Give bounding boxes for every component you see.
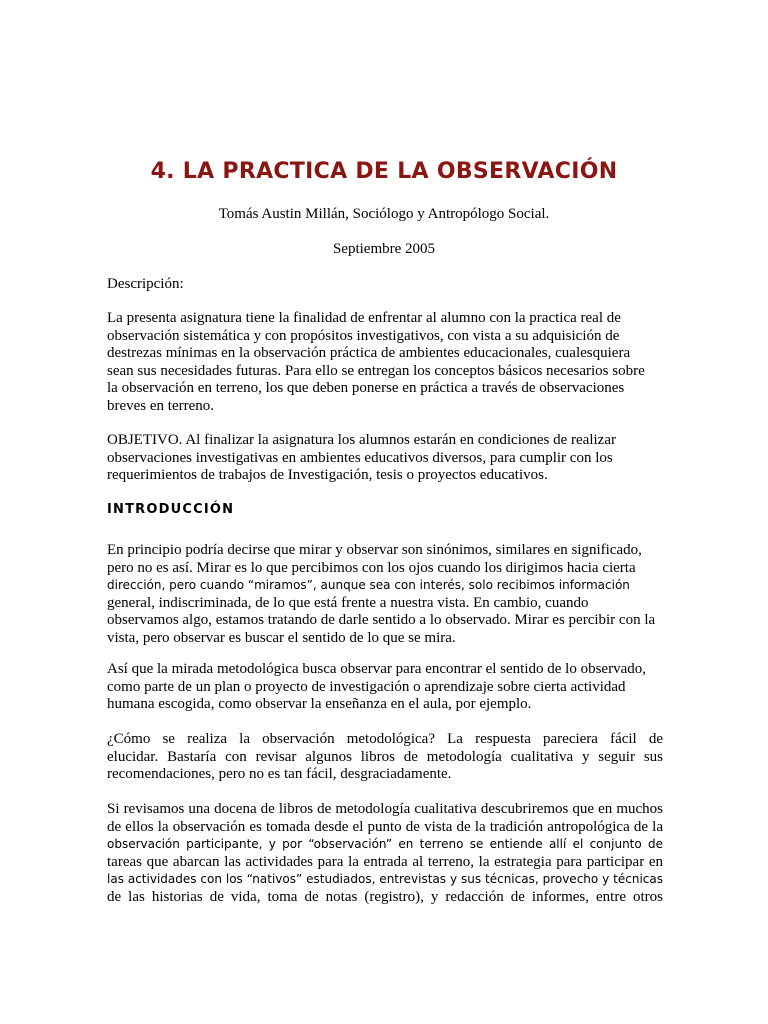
text-line: observaciones investigativas en ambientes educativos diversos, para cumplir con los	[107, 449, 613, 466]
intro-paragraph-3	[107, 731, 663, 784]
text-line: observamos algo, estamos tratando de darle sentido a lo observado. Mirar es percibir con la	[107, 612, 656, 628]
text-line: la observación en terreno, los que deben ponerse en práctica a través de observaciones	[107, 380, 625, 396]
text-line: de las historias de vida, toma de notas (registro), y redacción de informes, entre otros	[107, 888, 663, 905]
text-line: La presenta asignatura tiene la finalidad de enfrentar al alumno con la practica real de	[107, 310, 621, 326]
text-line: elucidar. Bastaría con revisar algunos libros de metodología cualitativa y seguir sus	[107, 748, 663, 765]
intro-paragraph-1	[107, 542, 663, 647]
text-line: pero no es así. Mirar es lo que percibimos con los ojos cuando los dirigimos hacia cierta	[107, 559, 636, 576]
section-heading-introduccion: INTRODUCCIÓN	[107, 502, 235, 517]
text-line: recomendaciones, pero no es tan fácil, desgraciadamente.	[107, 766, 452, 782]
document-title: 4. LA PRACTICA DE LA OBSERVACIÓN	[150, 159, 618, 184]
text-line: como parte de un plan o proyecto de investigación o aprendizaje sobre cierta actividad	[107, 678, 626, 695]
description-paragraph	[107, 310, 663, 415]
text-line: Así que la mirada metodológica busca observar para encontrar el sentido de lo observado,	[107, 661, 646, 677]
text-line: OBJETIVO. Al finalizar la asignatura los alumnos estarán en condiciones de realizar	[107, 432, 616, 448]
description-label: Descripción:	[107, 276, 184, 292]
text-line: de ellos la observación es tomada desde el punto de vista de la tradición antropológica de la	[107, 818, 663, 835]
text-line: vista, pero observar es buscar el sentido de lo que se mira.	[107, 629, 456, 646]
text-line: ¿Cómo se realiza la observación metodológica? La respuesta pareciera fácil de	[107, 731, 663, 747]
text-line: observación sistemática y con propósitos investigativos, con vista a su adquisición de	[107, 327, 620, 344]
text-line: requerimientos de trabajos de Investigación, tesis o proyectos educativos.	[107, 467, 548, 483]
objective-paragraph	[107, 432, 663, 485]
text-line: destrezas mínimas en la observación práctica de ambientes educacionales, cualesquiera	[107, 345, 631, 361]
text-line: dirección, pero cuando “miramos”, aunque sea con interés, solo recibimos información	[107, 578, 630, 592]
text-line: humana escogida, como observar la enseñanza en el aula, por ejemplo.	[107, 696, 532, 712]
text-line: Si revisamos una docena de libros de metodología cualitativa descubriremos que en muchos	[107, 801, 663, 817]
text-line: observación participante, y por “observación” en terreno se entiende allí el conjunto de	[107, 837, 663, 851]
text-line: breves en terreno.	[107, 397, 215, 414]
intro-paragraph-4	[107, 801, 663, 906]
text-line: las actividades con los “nativos” estudiados, entrevistas y sus técnicas, provecho y técnicas	[107, 872, 663, 886]
intro-paragraph-2	[107, 661, 663, 714]
text-line: En principio podría decirse que mirar y observar son sinónimos, similares en significado,	[107, 542, 642, 558]
text-line: general, indiscriminada, de lo que está frente a nuestra vista. En cambio, cuando	[107, 594, 589, 611]
text-line: sean sus necesidades futuras. Para ello se entregan los conceptos básicos necesarios sobre	[107, 362, 645, 379]
author-line: Tomás Austin Millán, Sociólogo y Antropólogo Social.	[218, 206, 550, 222]
date-line: Septiembre 2005	[332, 241, 436, 257]
text-line: tareas que abarcan las actividades para la entrada al terreno, la estrategia para participar en	[107, 853, 663, 870]
